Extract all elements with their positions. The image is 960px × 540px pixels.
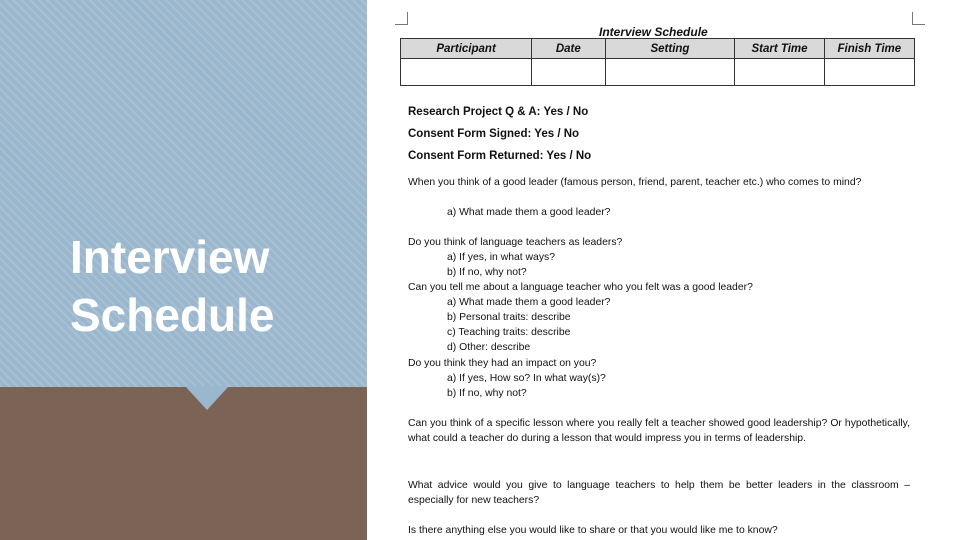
document-heading: Interview Schedule (599, 25, 708, 39)
question-2a: a) If yes, in what ways? (447, 252, 555, 263)
consent-signed-check: Consent Form Signed: Yes / No (408, 128, 580, 140)
question-3d: d) Other: describe (447, 342, 531, 353)
consent-returned-check: Consent Form Returned: Yes / No (408, 150, 592, 162)
question-3c: c) Teaching traits: describe (447, 327, 571, 338)
table-cell (532, 59, 605, 86)
table-row (401, 59, 915, 86)
question-2: Do you think of language teachers as leaders? (408, 237, 623, 248)
table-cell (605, 59, 735, 86)
question-4: Do you think they had an impact on you? (408, 358, 597, 369)
question-1: When you think of a good leader (famous person, friend, parent, teacher etc.) who comes to mind? (408, 177, 862, 188)
question-6: What advice would you give to language teachers to help them be better leaders in the classroom – especially for new teachers? (408, 480, 910, 506)
question-4b: b) If no, why not? (447, 388, 527, 399)
column-header: Date (532, 39, 605, 59)
table-cell (824, 59, 914, 86)
question-1a: a) What made them a good leader? (447, 207, 611, 218)
slide-title (70, 228, 360, 344)
column-header: Setting (605, 39, 735, 59)
column-header: Start Time (735, 39, 824, 59)
research-qa-check: Research Project Q & A: Yes / No (408, 106, 589, 118)
footer-panel (0, 387, 367, 540)
document-page (367, 0, 960, 540)
crop-mark-icon (912, 12, 925, 25)
table-cell (735, 59, 824, 86)
question-4a: a) If yes, How so? In what way(s)? (447, 373, 606, 384)
slide-title-line-1: Interview (70, 231, 270, 283)
question-7: Is there anything else you would like to share or that you would like me to know? (408, 525, 778, 536)
table-cell (401, 59, 532, 86)
table-header-row (401, 39, 915, 59)
crop-mark-icon (395, 12, 408, 25)
slide-title-line-2: Schedule (70, 289, 275, 341)
column-header: Finish Time (824, 39, 914, 59)
panel-notch (185, 386, 229, 410)
question-5: Can you think of a specific lesson where you really felt a teacher showed good leadership? Or hypothetically, what could a teacher do during a lesson that would impress you in terms of leadership. (408, 418, 910, 444)
column-header: Participant (401, 39, 532, 59)
question-3b: b) Personal traits: describe (447, 312, 571, 323)
schedule-table (400, 38, 915, 86)
question-3: Can you tell me about a language teacher who you felt was a good leader? (408, 282, 753, 293)
question-2b: b) If no, why not? (447, 267, 527, 278)
question-3a: a) What made them a good leader? (447, 297, 611, 308)
